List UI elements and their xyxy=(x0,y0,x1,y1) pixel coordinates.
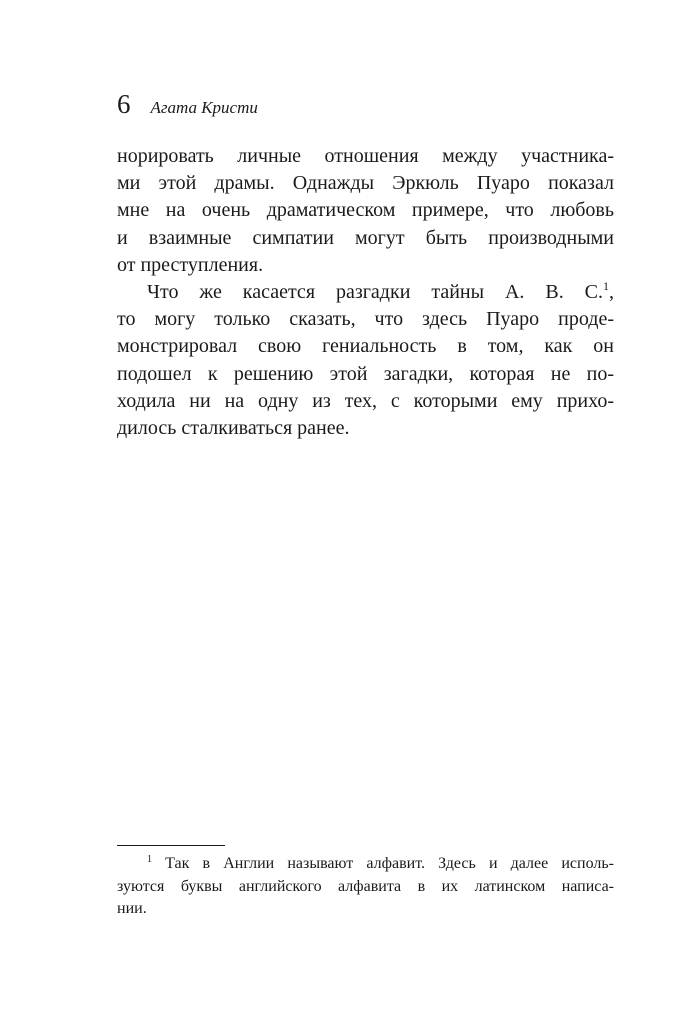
text-line: нии. xyxy=(117,900,147,917)
text-segment: Что же касается разгадки тайны А. В. С. xyxy=(147,280,603,303)
text-line: ми этой драмы. Однажды Эркюль Пуаро показал xyxy=(117,172,614,195)
page-number: 6 xyxy=(117,89,131,119)
main-text xyxy=(117,143,614,442)
text-line xyxy=(117,853,614,876)
text-line: мне на очень драматическом примере, что любовь xyxy=(117,199,614,222)
text-line: и взаимные симпатии могут быть производными xyxy=(117,226,614,249)
text-line: зуются буквы английского алфавита в их латинском написа- xyxy=(117,877,614,895)
text-segment: Так в Англии называют алфавит. Здесь и далее исполь- xyxy=(152,855,614,872)
footnote-ref[interactable]: 1 xyxy=(603,278,609,293)
paragraph xyxy=(117,279,614,442)
text-line: от преступления. xyxy=(117,253,264,276)
text-line: норировать личные отношения между участника- xyxy=(117,145,614,167)
text-line: то могу только сказать, что здесь Пуаро проде- xyxy=(117,308,614,331)
text-line: подошел к решению этой загадки, которая не по- xyxy=(117,362,614,385)
footnote-divider xyxy=(117,845,225,846)
text-line: монстрировал свою гениальность в том, как он xyxy=(117,335,614,358)
page-header xyxy=(117,84,258,124)
text-line: дилось сталкиваться ранее. xyxy=(117,416,350,439)
text-line: ходила ни на одну из тех, с которыми ему прихо- xyxy=(117,389,614,412)
text-segment: , xyxy=(609,280,614,303)
footnote xyxy=(117,853,614,921)
paragraph xyxy=(117,143,614,279)
footnote-marker: 1 xyxy=(147,854,152,865)
running-title: Агата Кристи xyxy=(150,98,258,117)
text-line xyxy=(117,279,614,306)
